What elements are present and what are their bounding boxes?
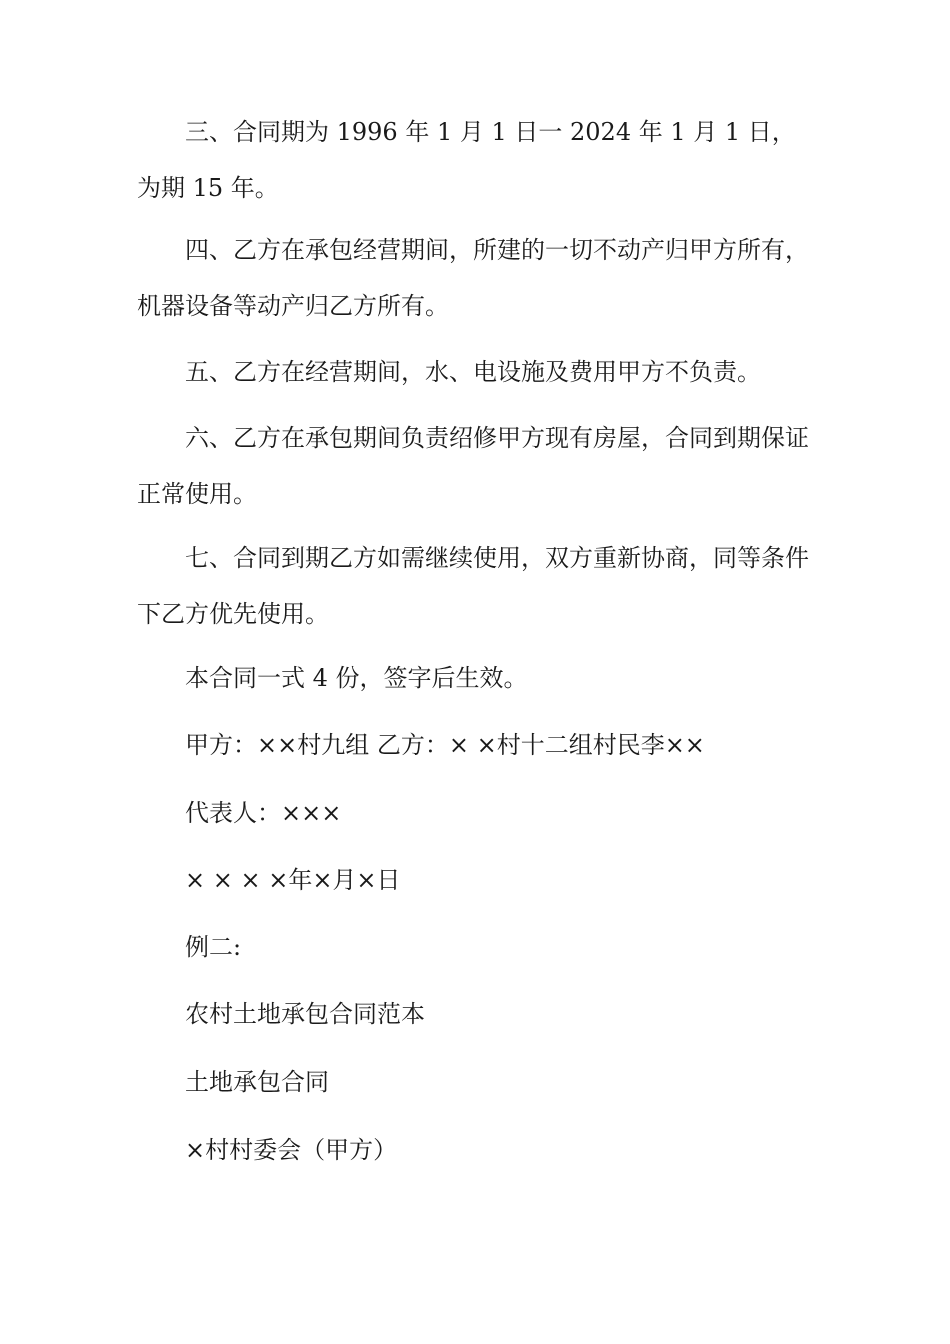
representative-line: 代表人：××× [185,799,342,827]
paragraph-utilities: 五、乙方在经营期间，水、电设施及费用甲方不负责。 [185,358,761,386]
example-two-heading: 例二: [185,933,242,961]
contract-title: 土地承包合同 [185,1068,329,1096]
copies-statement: 本合同一式 4 份，签字后生效。 [185,664,528,692]
party-a-line: ×村村委会（甲方） [185,1136,398,1164]
paragraph-house-repair: 六、乙方在承包期间负责绍修甲方现有房屋，合同到期保证正常使用。 [137,424,809,508]
paragraph-contract-term: 三、合同期为 1996 年 1 月 1 日一 2024 年 1 月 1 日，为期 15 年。 [137,118,796,202]
date-line: × × × ×年×月×日 [185,866,401,894]
template-title: 农村土地承包合同范本 [185,1000,425,1028]
paragraph-property-ownership: 四、乙方在承包经营期间，所建的一切不动产归甲方所有，机器设备等动产归乙方所有。 [137,236,809,320]
paragraph-renewal: 七、合同到期乙方如需继续使用，双方重新协商，同等条件下乙方优先使用。 [137,544,809,628]
parties-line: 甲方：××村九组 乙方：× ×村十二组村民李×× [185,731,705,759]
